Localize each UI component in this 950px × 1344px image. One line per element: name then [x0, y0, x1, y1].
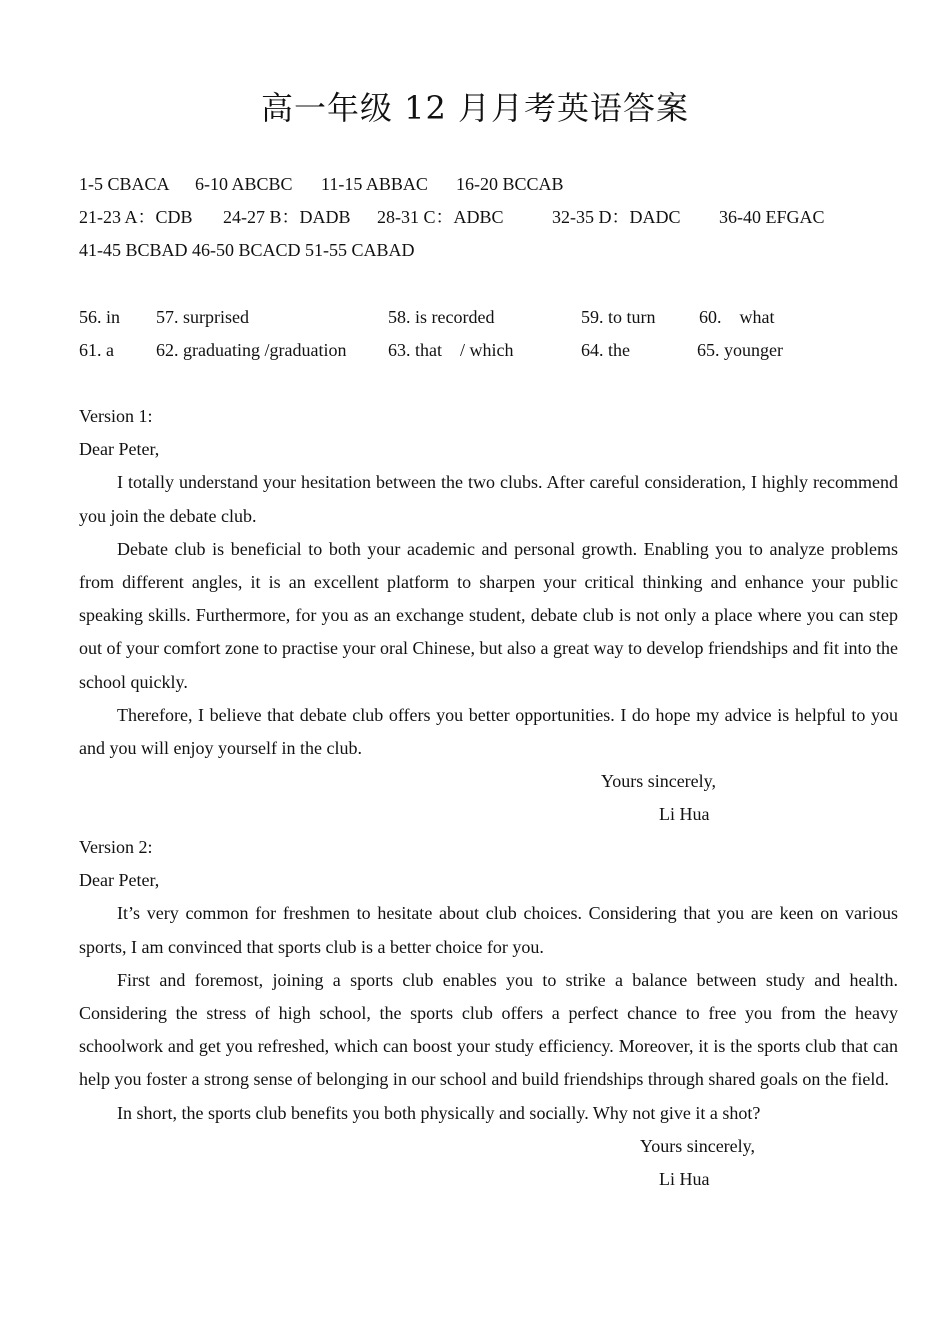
answer-row — [79, 168, 898, 201]
letter-closing: Yours sincerely, — [640, 1135, 755, 1156]
fill-item: 61. a — [79, 340, 114, 360]
choice-answers — [79, 168, 898, 267]
version-2-letter — [79, 831, 898, 1196]
fill-item: 60. what — [699, 307, 775, 327]
letter-paragraph: In short, the sports club benefits you both physically and socially. Why not give it a shot? — [117, 1102, 761, 1123]
answer-group: 6-10 ABCBC — [195, 174, 293, 194]
answer-group: 32-35 D：DADC — [552, 207, 681, 227]
version-label: Version 2: — [79, 837, 153, 857]
answer-group: 16-20 BCCAB — [456, 174, 564, 194]
letter-signature: Li Hua — [659, 1169, 710, 1190]
letter-paragraph: Debate club is beneficial to both your academic and personal growth. Enabling you to analyze problems from different angles, it is an excellent platform to sharpen your critical thinking and enhance your public speaking skills. Furthermore, for you as an exchange student, debate club is not only a place where you can step out of your comfort zone to practise your oral Chinese, but also a great way to develop friendships and fit into the school quickly. — [79, 538, 898, 692]
fill-item: 62. graduating /graduation — [156, 340, 347, 360]
fill-item: 63. that / which — [388, 340, 514, 360]
letter-greeting: Dear Peter, — [79, 439, 160, 460]
letter-paragraph: Therefore, I believe that debate club offers you better opportunities. I do hope my advice is helpful to you and you will enjoy yourself in the club. — [79, 704, 898, 759]
letter-paragraph: I totally understand your hesitation between the two clubs. After careful consideration, I highly recommend you join the debate club. — [79, 472, 898, 526]
letter-signature-row — [79, 1163, 898, 1196]
fill-item: 56. in — [79, 307, 121, 327]
answer-group: 11-15 ABBAC — [321, 174, 428, 194]
version-label: Version 1: — [79, 406, 153, 426]
version-1-letter — [79, 400, 898, 832]
fill-item: 58. is recorded — [388, 307, 495, 327]
fill-row — [79, 334, 898, 367]
answer-row — [79, 234, 898, 267]
letter-closing: Yours sincerely, — [601, 771, 716, 792]
letter-signature-row — [79, 798, 898, 831]
fill-item: 64. the — [581, 340, 630, 360]
page-title: 高一年级 12 月月考英语答案 — [260, 89, 690, 127]
answer-group: 28-31 C：ADBC — [377, 207, 504, 227]
fill-row — [79, 301, 898, 334]
answer-group: 24-27 B：DADB — [223, 207, 351, 227]
answer-group: 36-40 EFGAC — [719, 207, 825, 227]
fill-item: 59. to turn — [581, 307, 656, 327]
letter-greeting: Dear Peter, — [79, 870, 160, 891]
answer-group: 41-45 BCBAD 46-50 BCACD 51-55 CABAD — [79, 240, 415, 260]
answer-group: 1-5 CBACA — [79, 174, 170, 194]
letter-signature: Li Hua — [659, 804, 710, 825]
letter-paragraph: It’s very common for freshmen to hesitate about club choices. Considering that you are keen on various sports, I am convinced that sports club is a better choice for you. — [79, 903, 898, 957]
letter-closing-row — [79, 765, 898, 798]
fill-in-answers — [79, 301, 898, 367]
fill-item: 65. younger — [697, 340, 783, 360]
letter-paragraph: First and foremost, joining a sports club enables you to strike a balance between study and health. Considering the stress of high school, the sports club offers a perfect chance to free you from the heavy schoolwork and get you refreshed, which can boost your study efficiency. Moreover, it is the sports club that can help you foster a strong sense of belonging in our school and build friendships through shared goals on the field. — [79, 969, 898, 1090]
answer-row — [79, 201, 898, 234]
answer-group: 21-23 A：CDB — [79, 207, 193, 227]
letter-closing-row — [79, 1130, 898, 1163]
fill-item: 57. surprised — [156, 307, 249, 327]
